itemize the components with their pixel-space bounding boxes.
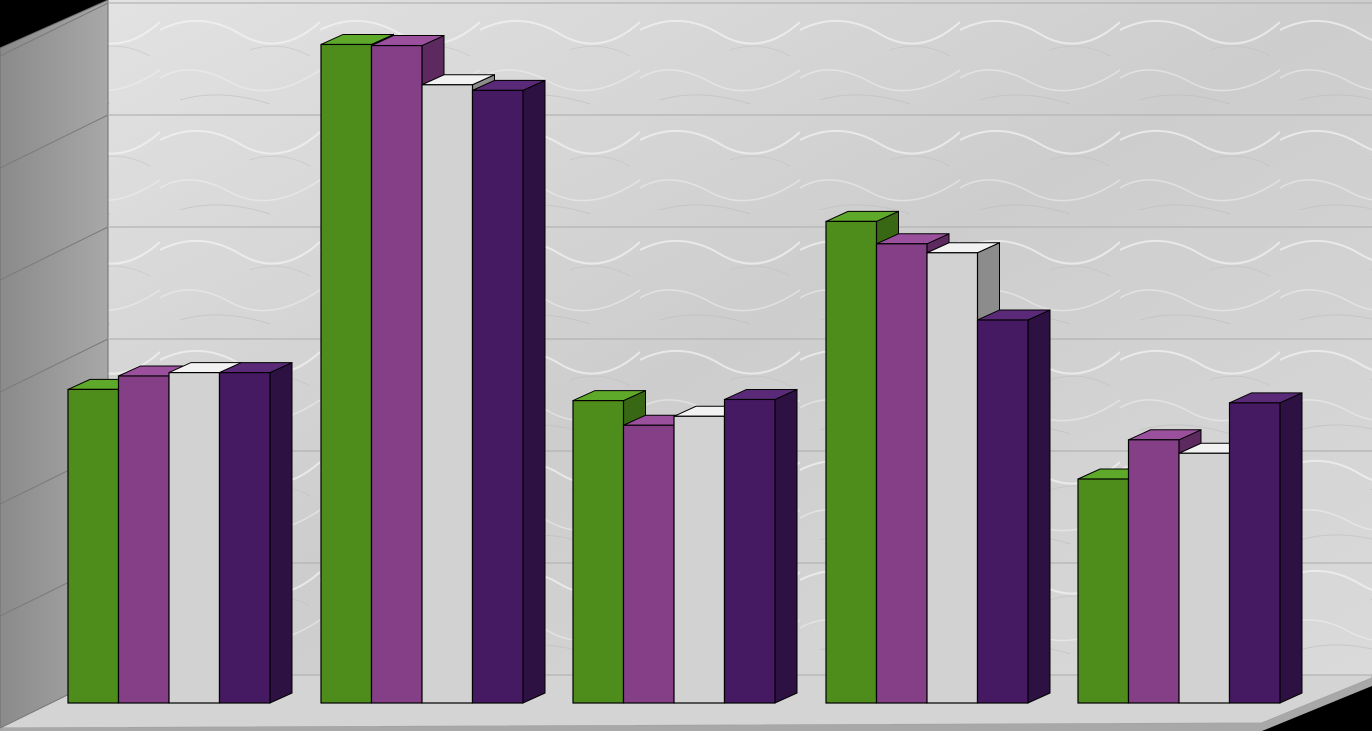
bar-front: [68, 389, 119, 703]
bar-front: [725, 399, 776, 703]
bar-front: [119, 376, 170, 703]
bar-front: [473, 90, 524, 703]
bar-front: [624, 425, 675, 703]
bar-front: [877, 244, 928, 703]
bar-side: [775, 389, 797, 703]
bar-front: [826, 221, 877, 703]
bar: [473, 80, 546, 703]
bar-side: [270, 363, 292, 703]
bar-front: [1078, 479, 1129, 703]
bar-side: [1280, 393, 1302, 703]
bar-front: [169, 373, 220, 703]
bar-front: [220, 373, 271, 703]
bar-front: [978, 320, 1029, 703]
bar: [725, 389, 798, 703]
bar-front: [372, 46, 423, 703]
bar-front: [1179, 453, 1230, 703]
bar-front: [927, 253, 978, 703]
bar: [978, 310, 1051, 703]
bar-front: [1129, 440, 1180, 703]
bar-side: [1028, 310, 1050, 703]
bar-front: [573, 401, 624, 703]
bar-front: [422, 85, 473, 703]
bar-side: [523, 80, 545, 703]
bar-front: [1230, 403, 1281, 703]
bar-front: [674, 416, 725, 703]
bar: [1230, 393, 1303, 703]
bar: [220, 363, 293, 703]
bar-front: [321, 44, 372, 703]
